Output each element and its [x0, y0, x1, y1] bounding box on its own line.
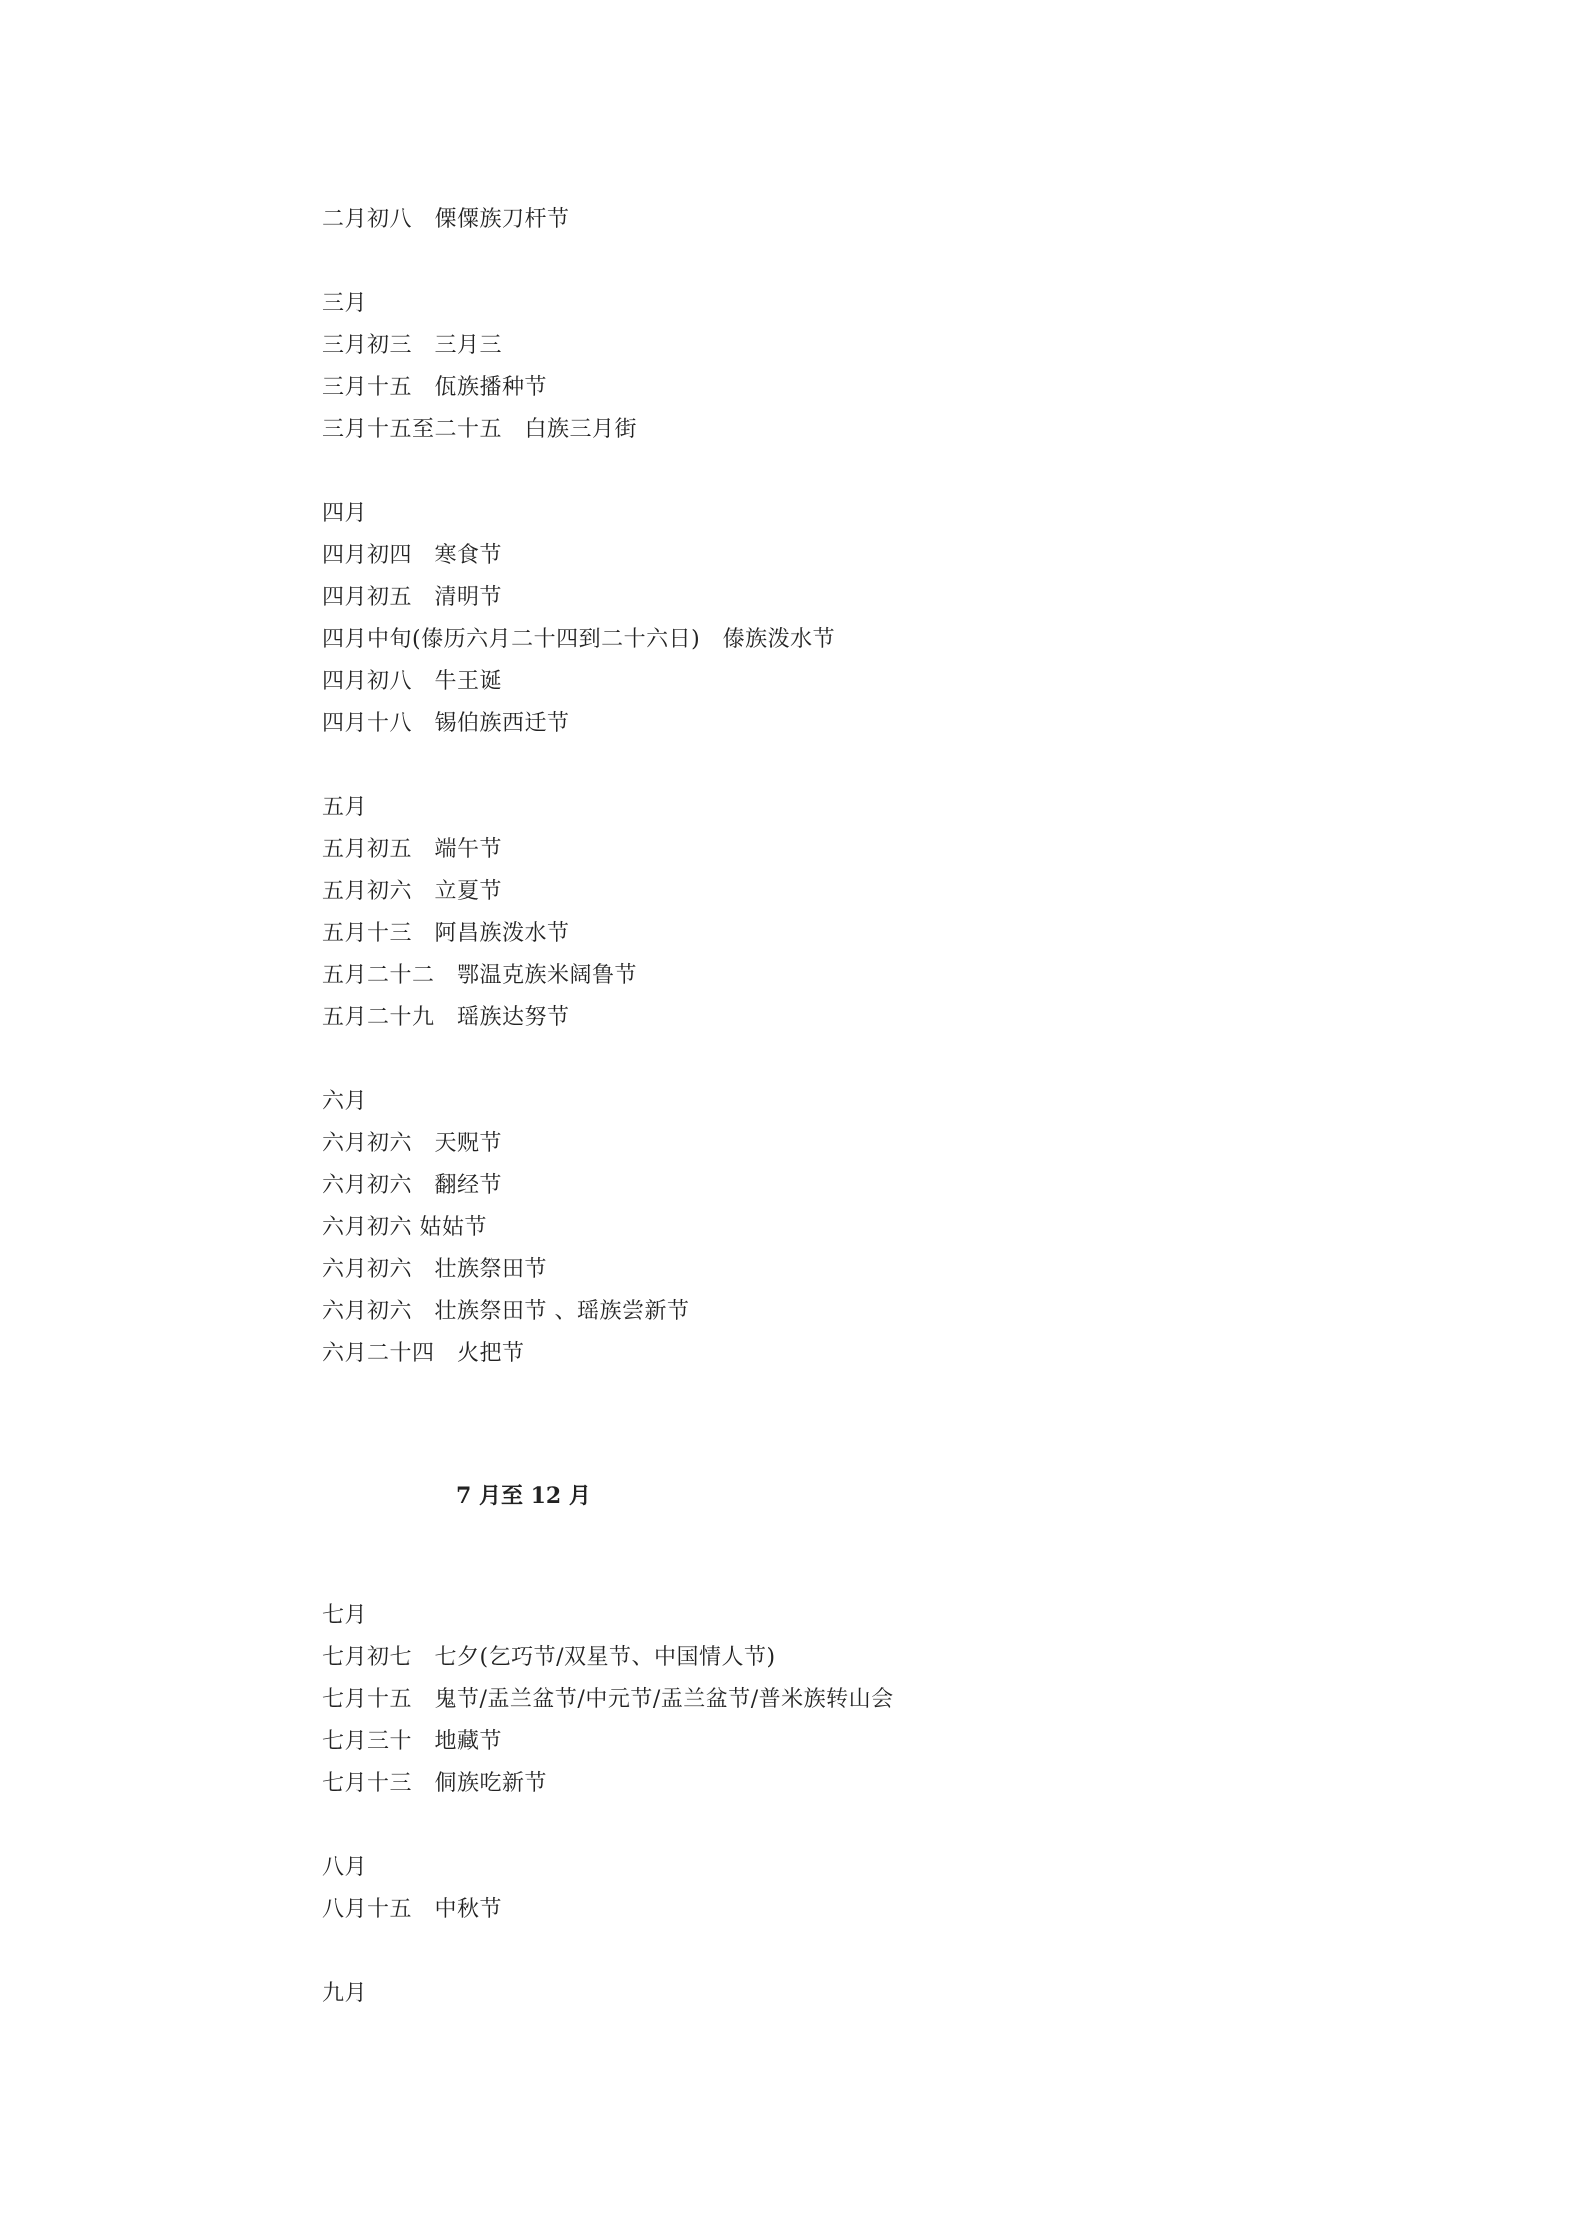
- festival-line: 五月二十九 瑶族达努节: [322, 1005, 570, 1030]
- festival-line: 七月十三 侗族吃新节: [322, 1771, 548, 1796]
- month-label: 五月: [322, 795, 368, 820]
- festival-line: 四月初四 寒食节: [322, 543, 503, 568]
- festival-line: 四月中旬(傣历六月二十四到二十六日) 傣族泼水节: [322, 627, 836, 652]
- festival-line: 二月初八 傈僳族刀杆节: [322, 207, 570, 232]
- month-label: 八月: [322, 1855, 368, 1880]
- festival-line: 六月初六 壮族祭田节 、瑶族尝新节: [322, 1299, 690, 1324]
- festival-line: 五月十三 阿昌族泼水节: [322, 921, 570, 946]
- month-label: 三月: [322, 291, 368, 316]
- festival-line: 六月初六 天贶节: [322, 1131, 503, 1156]
- month-label: 九月: [322, 1981, 368, 2006]
- month-label: 七月: [322, 1603, 368, 1628]
- festival-line: 四月初五 清明节: [322, 585, 503, 610]
- festival-line: 七月十五 鬼节/盂兰盆节/中元节/盂兰盆节/普米族转山会: [322, 1687, 894, 1712]
- festival-line: 六月初六 翻经节: [322, 1173, 503, 1198]
- festival-line: 三月十五至二十五 白族三月街: [322, 417, 638, 442]
- festival-line: 五月初五 端午节: [322, 837, 503, 862]
- festival-line: 五月二十二 鄂温克族米阔鲁节: [322, 963, 638, 988]
- month-label: 六月: [322, 1089, 368, 1114]
- section-heading: 7 月至 12 月: [456, 1483, 591, 1509]
- festival-line: 五月初六 立夏节: [322, 879, 503, 904]
- festival-line: 七月初七 七夕(乞巧节/双星节、中国情人节): [322, 1645, 776, 1670]
- festival-line: 三月十五 佤族播种节: [322, 375, 548, 400]
- festival-line: 八月十五 中秋节: [322, 1897, 503, 1922]
- festival-line: 四月初八 牛王诞: [322, 669, 503, 694]
- festival-line: 六月二十四 火把节: [322, 1341, 525, 1366]
- month-label: 四月: [322, 501, 368, 526]
- festival-line: 七月三十 地藏节: [322, 1729, 503, 1754]
- festival-line: 四月十八 锡伯族西迁节: [322, 711, 570, 736]
- festival-line: 三月初三 三月三: [322, 333, 503, 358]
- festival-line: 六月初六 壮族祭田节: [322, 1257, 548, 1282]
- festival-line: 六月初六 姑姑节: [322, 1215, 487, 1240]
